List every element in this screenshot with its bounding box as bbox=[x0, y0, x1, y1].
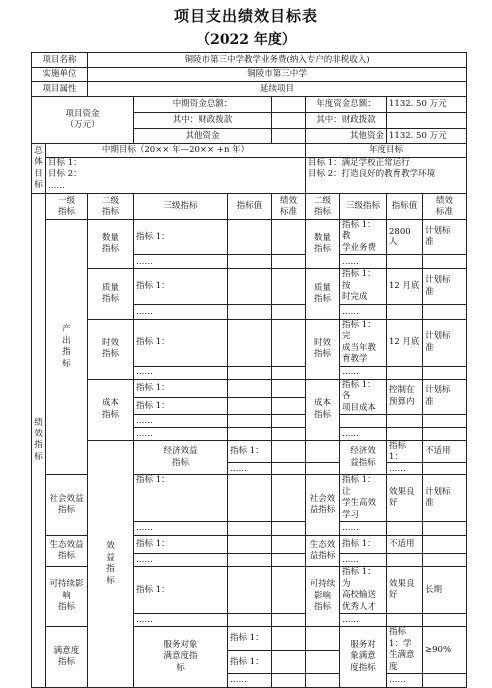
annual-quality-index: 指标 1：按 时完成 bbox=[340, 269, 387, 304]
economic-benefit-indicator: 经济效益 指标 bbox=[134, 441, 228, 475]
mid-term-goal-text: 目标 1： 目标 2： …… bbox=[46, 158, 306, 194]
service-satisfaction-indicator: 服务对象 满意度指 标 bbox=[134, 627, 228, 688]
implementing-unit-label: 实施单位 bbox=[32, 68, 88, 82]
annual-cost-value: 控制在 预算内 bbox=[387, 379, 423, 414]
mid-indicator-more: …… bbox=[134, 428, 228, 441]
social-benefit-indicator: 社会效益 指标 bbox=[46, 475, 88, 536]
annual-total-value: 1132. 50 万元 bbox=[387, 97, 467, 113]
mid-indicator: 指标 1： bbox=[134, 220, 228, 255]
annual-header-level2: 二级 指标 bbox=[306, 194, 340, 220]
mid-indicator-more: …… bbox=[134, 415, 228, 428]
output-indicators-label: 产 出 指 标 bbox=[46, 220, 88, 475]
annual-fiscal-label: 其中：财政拨款 bbox=[306, 113, 387, 129]
project-attribute-value: 延续项目 bbox=[88, 82, 467, 97]
annual-header-value: 指标值 bbox=[387, 194, 423, 220]
annual-economic-benefit-indicator: 经济效 益指标 bbox=[340, 441, 387, 475]
annual-timeliness-indicator: 时效 指标 bbox=[306, 319, 340, 379]
annual-ecological-index: 指标 1： bbox=[340, 536, 387, 554]
annual-indicator-more: …… bbox=[340, 614, 387, 627]
implementing-unit-value: 铜陵市第三中学 bbox=[88, 68, 467, 82]
annual-goal-text: 目标 1：满足学校正常运行 目标 2：打造良好的教育教学环境 bbox=[306, 158, 467, 194]
annual-other-funds-value: 1132. 50 万元 bbox=[387, 129, 467, 144]
annual-header-level3: 三级指标 bbox=[340, 194, 387, 220]
annual-quantity-indicator: 数量 指标 bbox=[306, 220, 340, 269]
header-level3: 三级指标 bbox=[134, 194, 228, 220]
quality-indicator: 质量 指标 bbox=[88, 269, 134, 319]
mid-indicator: 指标 1： bbox=[228, 627, 272, 651]
annual-timeliness-index: 指标 1：完 成当年教 育教学 bbox=[340, 319, 387, 366]
annual-quantity-value: 2800 人 bbox=[387, 220, 423, 255]
project-name-label: 项目名称 bbox=[32, 53, 88, 68]
annual-indicator-more: …… bbox=[387, 673, 423, 687]
mid-indicator: 指标 1： bbox=[134, 269, 228, 304]
annual-indicator-more: …… bbox=[340, 304, 387, 319]
annual-cost-indicator: 成本 指标 bbox=[306, 379, 340, 440]
annual-social-value: 效果良 好 bbox=[387, 475, 423, 522]
satisfaction-indicators-label: 满意度 指标 bbox=[46, 627, 88, 688]
annual-timeliness-value: 12 月底 bbox=[387, 319, 423, 366]
annual-timeliness-standard: 计划标 准 bbox=[423, 319, 467, 366]
mid-indicator: 指标 1： bbox=[134, 475, 228, 522]
annual-indicator-more: …… bbox=[340, 554, 387, 567]
annual-sustainable-impact-indicator: 可持续 影响 指标 bbox=[306, 567, 340, 627]
annual-sustainable-index: 指标 1：为 高校输送 优秀人才 bbox=[340, 567, 387, 614]
ecological-benefit-indicator: 生态效益 指标 bbox=[46, 536, 88, 567]
annual-goal-header: 年度目标 bbox=[306, 144, 467, 158]
project-funds-label: 项目资金 （万元） bbox=[32, 97, 134, 144]
mid-term-other-funds-label: 其他资金 bbox=[134, 129, 272, 144]
timeliness-indicator: 时效 指标 bbox=[88, 319, 134, 379]
annual-quantity-index: 指标 1：教 学业务费 bbox=[340, 220, 387, 255]
mid-indicator-more: …… bbox=[134, 366, 228, 379]
annual-cost-standard: 计划标 准 bbox=[423, 379, 467, 414]
performance-indicators-label: 绩 效 指 标 bbox=[32, 194, 46, 688]
annual-quality-indicator: 质量 指标 bbox=[306, 269, 340, 319]
annual-indicator-more: …… bbox=[387, 463, 423, 475]
mid-term-fiscal-label: 其中：财政拨款 bbox=[134, 113, 272, 129]
overall-goal-label: 总 体 目 标 bbox=[32, 144, 46, 194]
mid-term-goal-header: 中期目标（20×× 年—20×× +n 年） bbox=[46, 144, 306, 158]
annual-service-satisfaction-indicator: 服务对 象满意 度指标 bbox=[340, 627, 387, 688]
sustainable-impact-indicator: 可持续影 响 指标 bbox=[46, 567, 88, 627]
header-level2: 二级 指标 bbox=[88, 194, 134, 220]
annual-service-value: ≥90% bbox=[423, 627, 467, 674]
annual-quantity-standard: 计划标 准 bbox=[423, 220, 467, 255]
mid-indicator-more: …… bbox=[134, 304, 228, 319]
annual-header-standard: 绩效 标准 bbox=[423, 194, 467, 220]
project-attribute-label: 项目属性 bbox=[32, 82, 88, 97]
header-standard: 绩效 标准 bbox=[272, 194, 306, 220]
annual-indicator-more: …… bbox=[340, 255, 387, 269]
performance-goal-table bbox=[31, 52, 467, 688]
annual-indicator-more: …… bbox=[340, 522, 387, 536]
header-value: 指标值 bbox=[228, 194, 272, 220]
annual-quality-standard: 计划标 准 bbox=[423, 269, 467, 304]
mid-indicator-more: …… bbox=[134, 554, 228, 567]
annual-economic-index: 指标 1： bbox=[387, 441, 423, 463]
page-subtitle: （2022 年度） bbox=[196, 32, 296, 48]
mid-indicator-more: …… bbox=[228, 463, 272, 475]
mid-indicator-more: …… bbox=[134, 522, 228, 536]
annual-total-label: 年度资金总额： bbox=[306, 97, 387, 113]
mid-term-total-label: 中期资金总额： bbox=[134, 97, 272, 113]
page-title: 项目支出绩效目标表 bbox=[173, 7, 318, 25]
annual-economic-value: 不适用 bbox=[423, 441, 467, 463]
annual-social-index: 指标 1：让 学生高效 学习 bbox=[340, 475, 387, 522]
annual-ecological-benefit-indicator: 生态效 益指标 bbox=[306, 536, 340, 567]
mid-indicator: 指标 1： bbox=[134, 319, 228, 366]
annual-quality-value: 12 月底 bbox=[387, 269, 423, 304]
project-name-value: 铜陵市第三中学教学业务费(纳入专户的非税收入) bbox=[88, 53, 467, 68]
benefit-indicators-label: 效 益 指 标 bbox=[88, 441, 134, 688]
mid-indicator-more: …… bbox=[134, 255, 228, 269]
annual-cost-index: 指标 1：各 项目成本 bbox=[340, 379, 387, 414]
mid-indicator-more: …… bbox=[134, 614, 228, 627]
mid-indicator: 指标 1： bbox=[134, 567, 228, 614]
cost-indicator: 成本 指标 bbox=[88, 379, 134, 440]
mid-indicator-more: …… bbox=[228, 673, 272, 687]
annual-social-benefit-indicator: 社会效 益指标 bbox=[306, 475, 340, 536]
mid-indicator: 指标 1： bbox=[228, 441, 272, 463]
header-level1: 一级 指标 bbox=[46, 194, 88, 220]
mid-indicator: 指标 1： bbox=[228, 651, 272, 674]
annual-indicator-more: …… bbox=[340, 366, 387, 379]
annual-other-funds-label: 其他资金 bbox=[306, 129, 387, 144]
quantity-indicator: 数量 指标 bbox=[88, 220, 134, 269]
mid-indicator: 指标 1： bbox=[134, 536, 228, 554]
annual-sustainable-standard: 长期 bbox=[423, 567, 467, 614]
annual-indicator-more: …… bbox=[340, 428, 387, 441]
annual-social-standard: 计划标 准 bbox=[423, 475, 467, 522]
annual-ecological-value: 不适用 bbox=[387, 536, 423, 554]
mid-indicator: 指标 1： bbox=[134, 398, 228, 415]
mid-indicator: 指标 1： bbox=[134, 379, 228, 397]
annual-sustainable-value: 效果良 好 bbox=[387, 567, 423, 614]
annual-service-index: 指标 1：学 生满意度 bbox=[387, 627, 423, 674]
